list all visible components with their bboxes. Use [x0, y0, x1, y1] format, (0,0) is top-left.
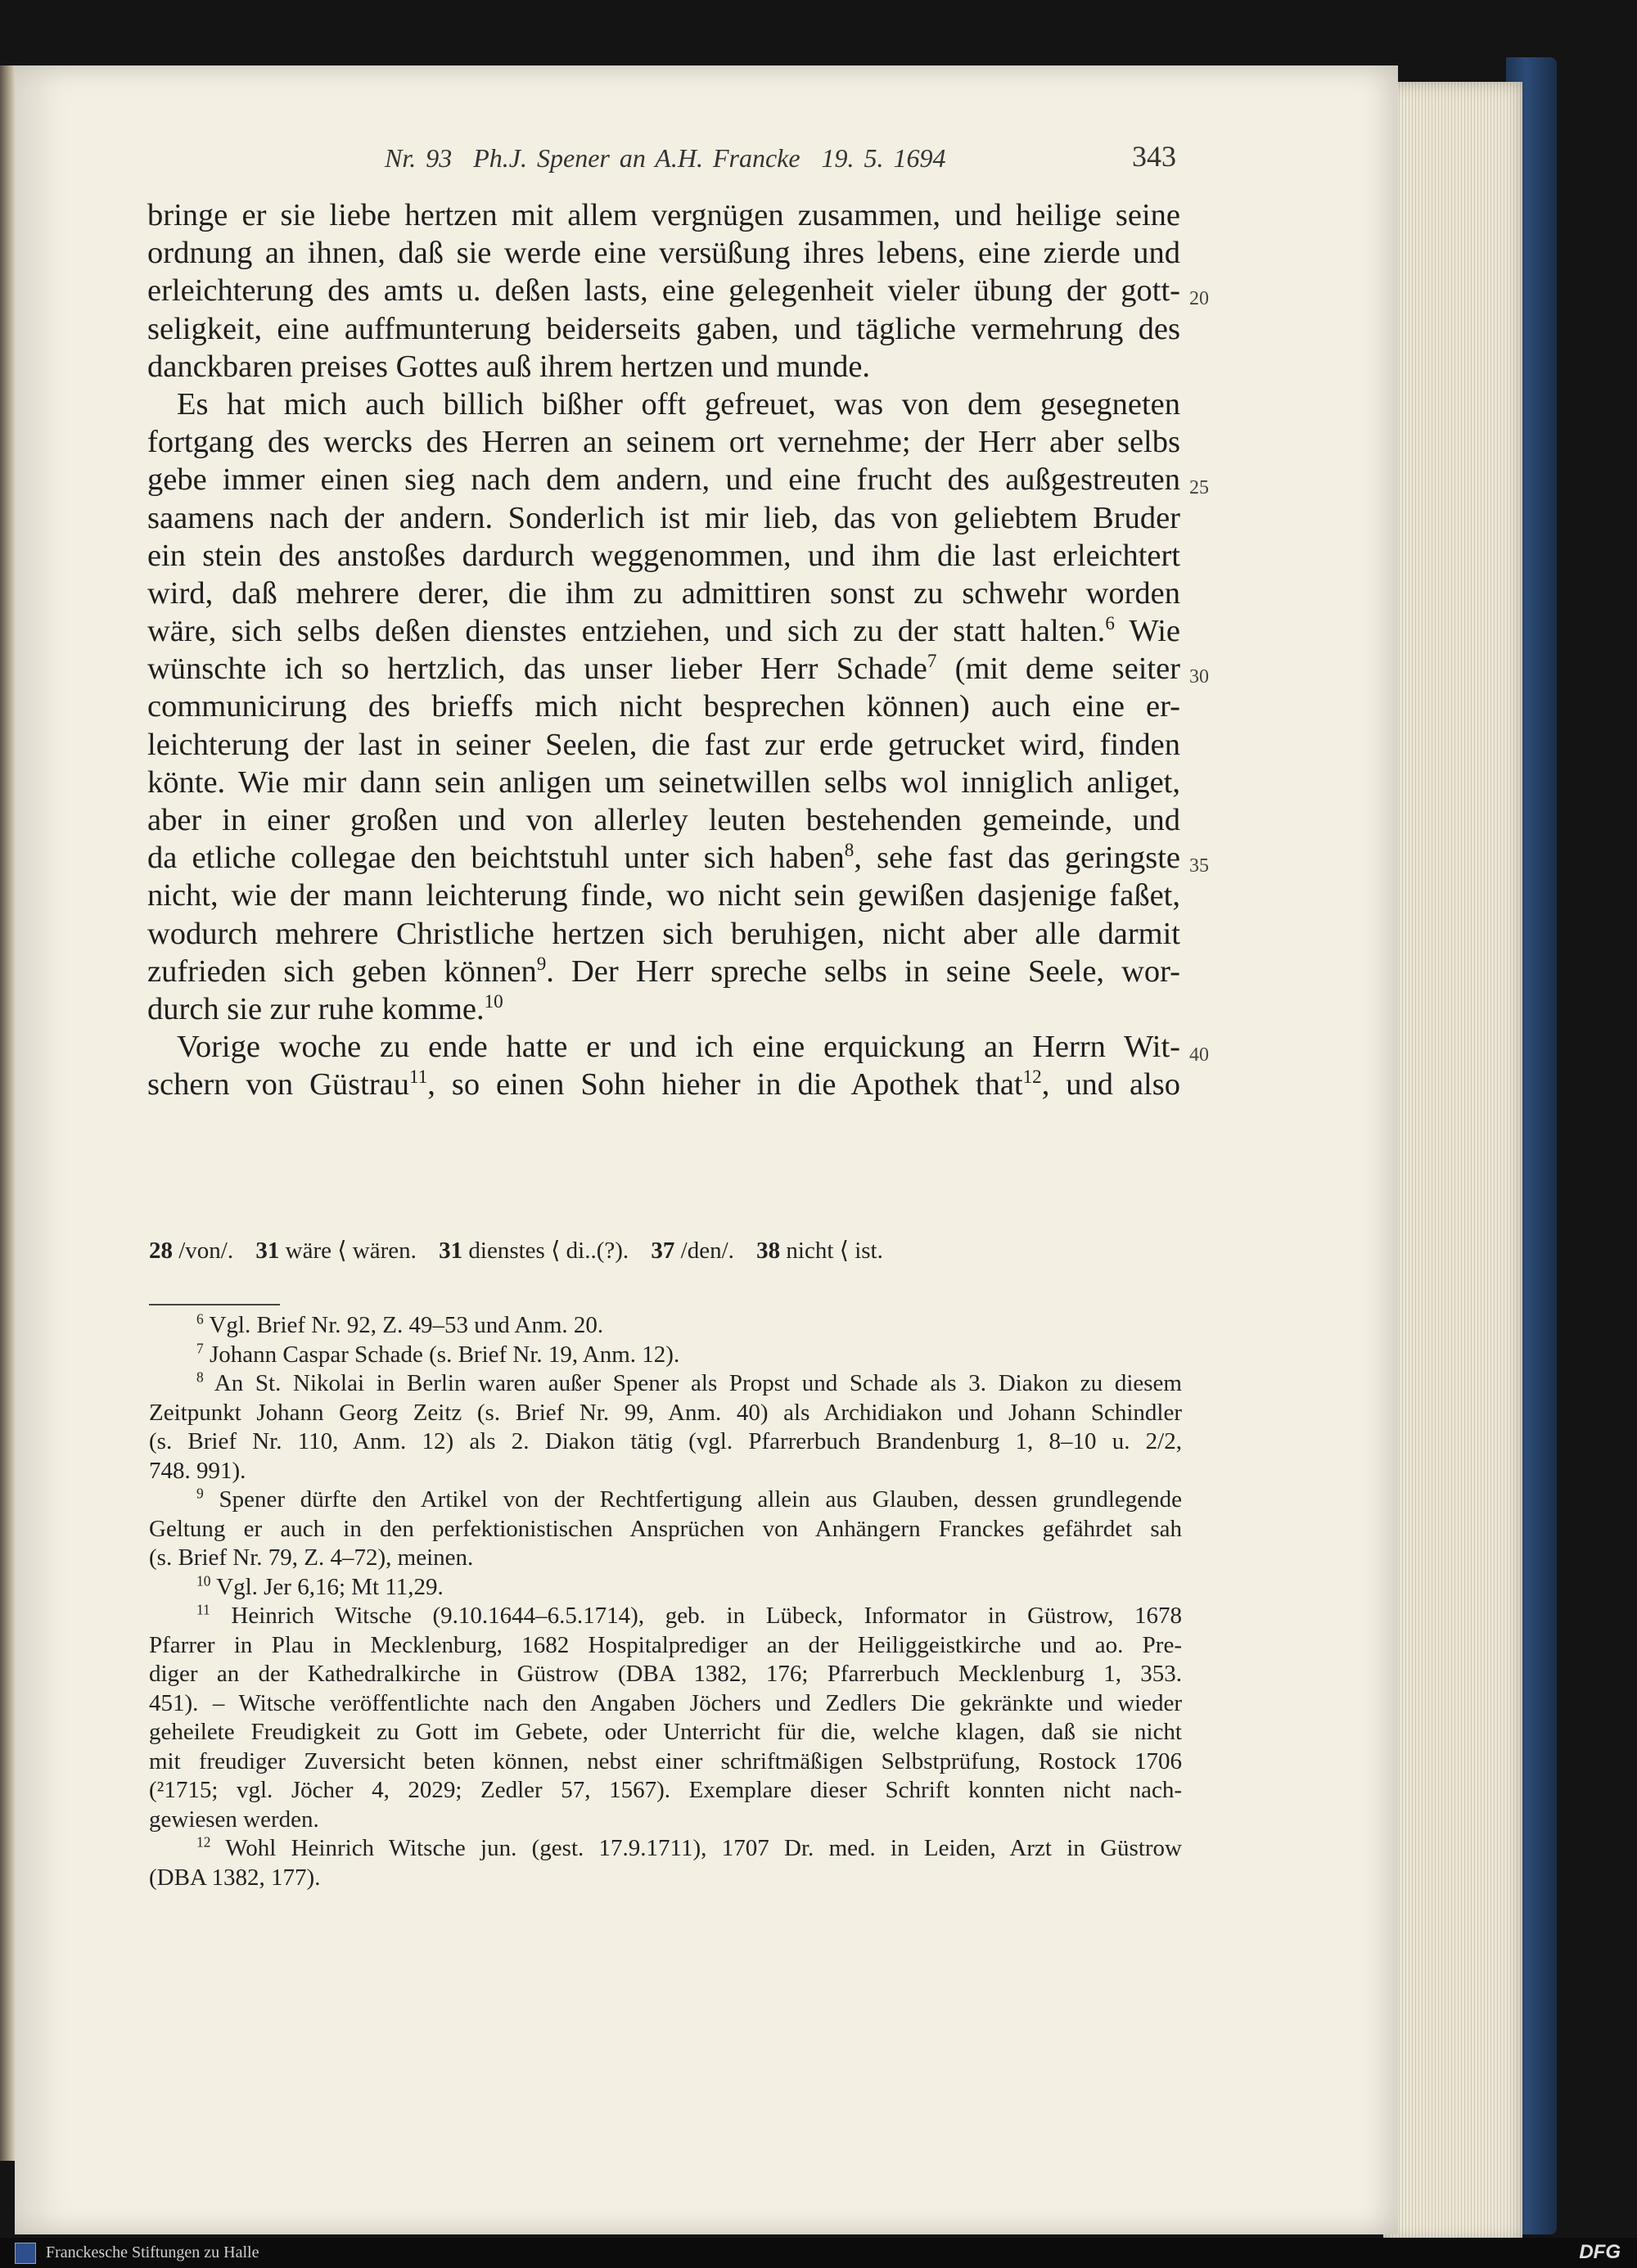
- line-number: 30: [1189, 666, 1209, 688]
- note-reference[interactable]: 9: [536, 952, 547, 974]
- body-line: ordnung an ihnen, daß sie werde eine versüßung ihres lebens, eine zierde und: [147, 236, 1180, 271]
- footnote-number: 10: [196, 1571, 211, 1589]
- body-line: nicht, wie der mann leichterung finde, wo nicht sein gewißen dasjenige faßet,: [147, 878, 1180, 913]
- footnote-text: An St. Nikolai in Berlin waren außer Spener als Propst und Schade als 3. Diakon zu diesem: [214, 1370, 1182, 1396]
- line-text: , sehe fast das geringste: [854, 841, 1180, 876]
- critical-apparatus: [149, 1236, 1182, 1265]
- footnote-text: Wohl Heinrich Witsche jun. (gest. 17.9.1711), 1707 Dr. med. in Leiden, Arzt in Güstrow: [225, 1835, 1182, 1861]
- footnote-line: [149, 1573, 1182, 1603]
- footnote-line: [149, 1486, 1182, 1515]
- footnote-line: (s. Brief Nr. 110, Anm. 12) als 2. Diakon tätig (vgl. Pfarrerbuch Brandenburg 1, 8–10 u. 2/2,: [149, 1428, 1182, 1454]
- apparatus-line-ref: 38: [756, 1238, 781, 1264]
- note-reference[interactable]: 7: [927, 650, 937, 672]
- body-line: seligkeit, eine auffmunterung beiderseits gaben, und tägliche vermehrung des: [147, 311, 1180, 346]
- footnote-line: (s. Brief Nr. 79, Z. 4–72), meinen.: [149, 1544, 474, 1571]
- apparatus-entry: wäre ⟨ wären.: [285, 1238, 417, 1264]
- line-text: so einen Sohn hieher in die Apothek that: [451, 1067, 1023, 1102]
- footnote-line: geheilete Freudigkeit zu Gott im Gebete, oder Unterricht für die, welche klagen, daß sie nicht: [149, 1719, 1182, 1745]
- footnote-number: 8: [196, 1368, 204, 1386]
- footnote-8: [149, 1369, 1182, 1486]
- line-text: durch sie zur ruhe komme.: [147, 991, 485, 1026]
- page-stack-edge: [1383, 82, 1522, 2243]
- apparatus-line-ref: 31: [255, 1238, 280, 1264]
- line-text: Wie: [1114, 614, 1180, 649]
- note-reference[interactable]: 8: [844, 839, 855, 861]
- footnote-text: Johann Caspar Schade (s. Brief Nr. 19, Anm. 12).: [209, 1341, 680, 1368]
- apparatus-line-ref: 31: [439, 1238, 463, 1264]
- apparatus-line-ref: 37: [651, 1238, 675, 1264]
- line-number: 20: [1189, 288, 1209, 309]
- line-text: , und also: [1041, 1067, 1180, 1102]
- institution-name[interactable]: Franckesche Stiftungen zu Halle: [46, 2243, 259, 2261]
- footnote-line: 748. 991).: [149, 1457, 246, 1484]
- apparatus-entry: /den/.: [680, 1238, 734, 1264]
- footnote-line: [149, 1602, 1182, 1631]
- letter-number: Nr. 93: [385, 143, 453, 173]
- footnote-line: diger an der Kathedralkirche in Güstrow (DBA 1382, 176; Pfarrerbuch Mecklenburg 1, 353.: [149, 1661, 1182, 1687]
- correspondents: Ph.J. Spener an A.H. Francke: [473, 143, 800, 173]
- footnote-line: [149, 1341, 1182, 1370]
- footnote-7: [149, 1341, 1182, 1370]
- viewer-footer-bar: [0, 2238, 1637, 2268]
- body-line: könte. Wie mir dann sein anligen um seinetwillen selbs wol inniglich anliget,: [147, 764, 1180, 800]
- body-line: gebe immer einen sieg nach dem andern, und eine frucht des außgestreuten: [147, 462, 1180, 498]
- line-number: 25: [1189, 477, 1209, 498]
- footnote-text: Vgl. Jer 6,16; Mt 11,29.: [216, 1573, 444, 1600]
- footnote-number: 9: [196, 1485, 204, 1502]
- body-line: saamens nach der andern. Sonderlich ist mir lieb, das von geliebtem Bruder: [147, 500, 1180, 535]
- footnote-line: Pfarrer in Plau in Mecklenburg, 1682 Hospitalprediger an der Heiliggeistkirche und ao. Pre-: [149, 1631, 1182, 1658]
- footnote-number: 7: [196, 1339, 204, 1356]
- footnote-text: Vgl. Brief Nr. 92, Z. 49–53 und Anm. 20.: [209, 1312, 604, 1338]
- letter-body-text: [147, 196, 1180, 1104]
- footnote-line: (²1715; vgl. Jöcher 4, 2029; Zedler 57, 1567). Exemplare dieser Schrift konnten nicht nach-: [149, 1777, 1182, 1803]
- footnote-separator: [149, 1304, 280, 1305]
- line-text: . Der Herr spreche selbs in seine Seele, wor-: [546, 954, 1180, 989]
- footnote-line: mit freudiger Zuversicht beten können, nebst einer schriftmäßigen Selbstprüfung, Rostock 1706: [149, 1747, 1182, 1774]
- line-text: ,: [427, 1067, 452, 1102]
- footnote-number: 12: [196, 1833, 211, 1851]
- body-line: [147, 990, 1180, 1028]
- footnote-line: Geltung er auch in den perfektionistischen Ansprüchen von Anhängern Franckes gefährdet sah: [149, 1515, 1182, 1542]
- body-line: [147, 1066, 1180, 1103]
- body-line: wird, daß mehrere derer, die ihm zu admittiren sonst zu schwehr worden: [147, 575, 1180, 611]
- body-line: aber in einer großen und von allerley leuten bestehenden gemeinde, und: [147, 803, 1180, 837]
- footnotes: [149, 1311, 1182, 1892]
- apparatus-line-ref: 28: [149, 1238, 173, 1264]
- apparatus-entry: /von/.: [178, 1238, 234, 1264]
- footnote-line: Zeitpunkt Johann Georg Zeitz (s. Brief Nr. 99, Anm. 40) als Archidiakon und Johann Schindler: [149, 1399, 1182, 1426]
- body-line: erleichterung des amts u. deßen lasts, eine gelegenheit vieler übung der gott-: [147, 273, 1180, 309]
- line-text: wünschte ich so hertzlich, das unser lieber Herr Schade: [147, 652, 927, 687]
- note-reference[interactable]: 10: [484, 990, 503, 1012]
- footnote-12: [149, 1834, 1182, 1892]
- left-page-edge: [0, 65, 15, 2161]
- note-reference[interactable]: 12: [1022, 1066, 1042, 1088]
- line-text: da etliche collegae den beichtstuhl unter sich haben: [147, 841, 845, 876]
- body-line: ein stein des anstoßes dardurch weggenommen, und ihm die last erleichtert: [147, 538, 1180, 573]
- footnote-text: Spener dürfte den Artikel von der Rechtfertigung allein aus Glauben, dessen grundlegende: [219, 1486, 1182, 1513]
- body-line: danckbaren preises Gottes auß ihrem hertzen und munde.: [147, 349, 871, 384]
- line-text: schern von Güstrau: [147, 1067, 410, 1102]
- body-line: Es hat mich auch billich bißher offt gefreuet, was von dem gesegneten: [177, 386, 1180, 422]
- body-line: bringe er sie liebe hertzen mit allem vergnügen zusammen, und heilige seine: [147, 198, 1180, 232]
- footnote-line: gewiesen werden.: [149, 1806, 319, 1833]
- dfg-logo[interactable]: DFG: [1579, 2241, 1621, 2263]
- note-reference[interactable]: 11: [409, 1066, 428, 1088]
- body-line: communicirung des brieffs mich nicht besprechen können) auch eine er-: [147, 689, 1180, 724]
- body-line: wodurch mehrere Christliche hertzen sich beruhigen, nicht aber alle darmit: [147, 916, 1180, 951]
- footnote-11: [149, 1602, 1182, 1834]
- footnote-line: (DBA 1382, 177).: [149, 1864, 321, 1891]
- footnote-line: [149, 1834, 1182, 1864]
- line-number: 40: [1189, 1044, 1209, 1066]
- footnote-6: [149, 1311, 1182, 1341]
- footnote-line: 451). – Witsche veröffentlichte nach den Angaben Jöchers und Zedlers Die gekränkte und wieder: [149, 1689, 1182, 1716]
- running-head: [385, 143, 967, 174]
- footnote-line: [149, 1311, 1182, 1341]
- body-line: [147, 839, 1180, 877]
- line-number: 35: [1189, 855, 1209, 877]
- body-line: leichterung der last in seiner Seelen, die fast zur erde getrucket wird, finden: [147, 727, 1180, 762]
- footnote-10: [149, 1573, 1182, 1603]
- apparatus-entry: nicht ⟨ ist.: [786, 1238, 883, 1264]
- footnote-number: 11: [196, 1601, 210, 1618]
- footnote-number: 6: [196, 1310, 204, 1328]
- apparatus-entry: dienstes ⟨ di..(?).: [468, 1238, 629, 1264]
- line-text: zufrieden sich geben können: [147, 954, 537, 989]
- line-text: wäre, sich selbs deßen dienstes entziehen, und sich zu der statt halten.: [147, 614, 1106, 649]
- body-line: [147, 953, 1180, 990]
- footnote-text: Heinrich Witsche (9.10.1644–6.5.1714), geb. in Lübeck, Informator in Güstrow, 1678: [231, 1603, 1183, 1629]
- body-line: Vorige woche zu ende hatte er und ich eine erquickung an Herrn Wit-: [177, 1030, 1180, 1065]
- line-text: (mit deme seiter: [936, 652, 1180, 687]
- body-line: [147, 650, 1180, 688]
- franckesche-stiftungen-logo-icon[interactable]: [15, 2243, 36, 2264]
- body-line: fortgang des wercks des Herren an seinem ort vernehme; der Herr aber selbs: [147, 425, 1180, 460]
- footnote-9: [149, 1486, 1182, 1573]
- footnote-line: [149, 1369, 1182, 1399]
- note-reference[interactable]: 6: [1105, 612, 1115, 634]
- page-number: 343: [1132, 140, 1176, 173]
- letter-date: 19. 5. 1694: [821, 143, 946, 173]
- body-line: [147, 612, 1180, 650]
